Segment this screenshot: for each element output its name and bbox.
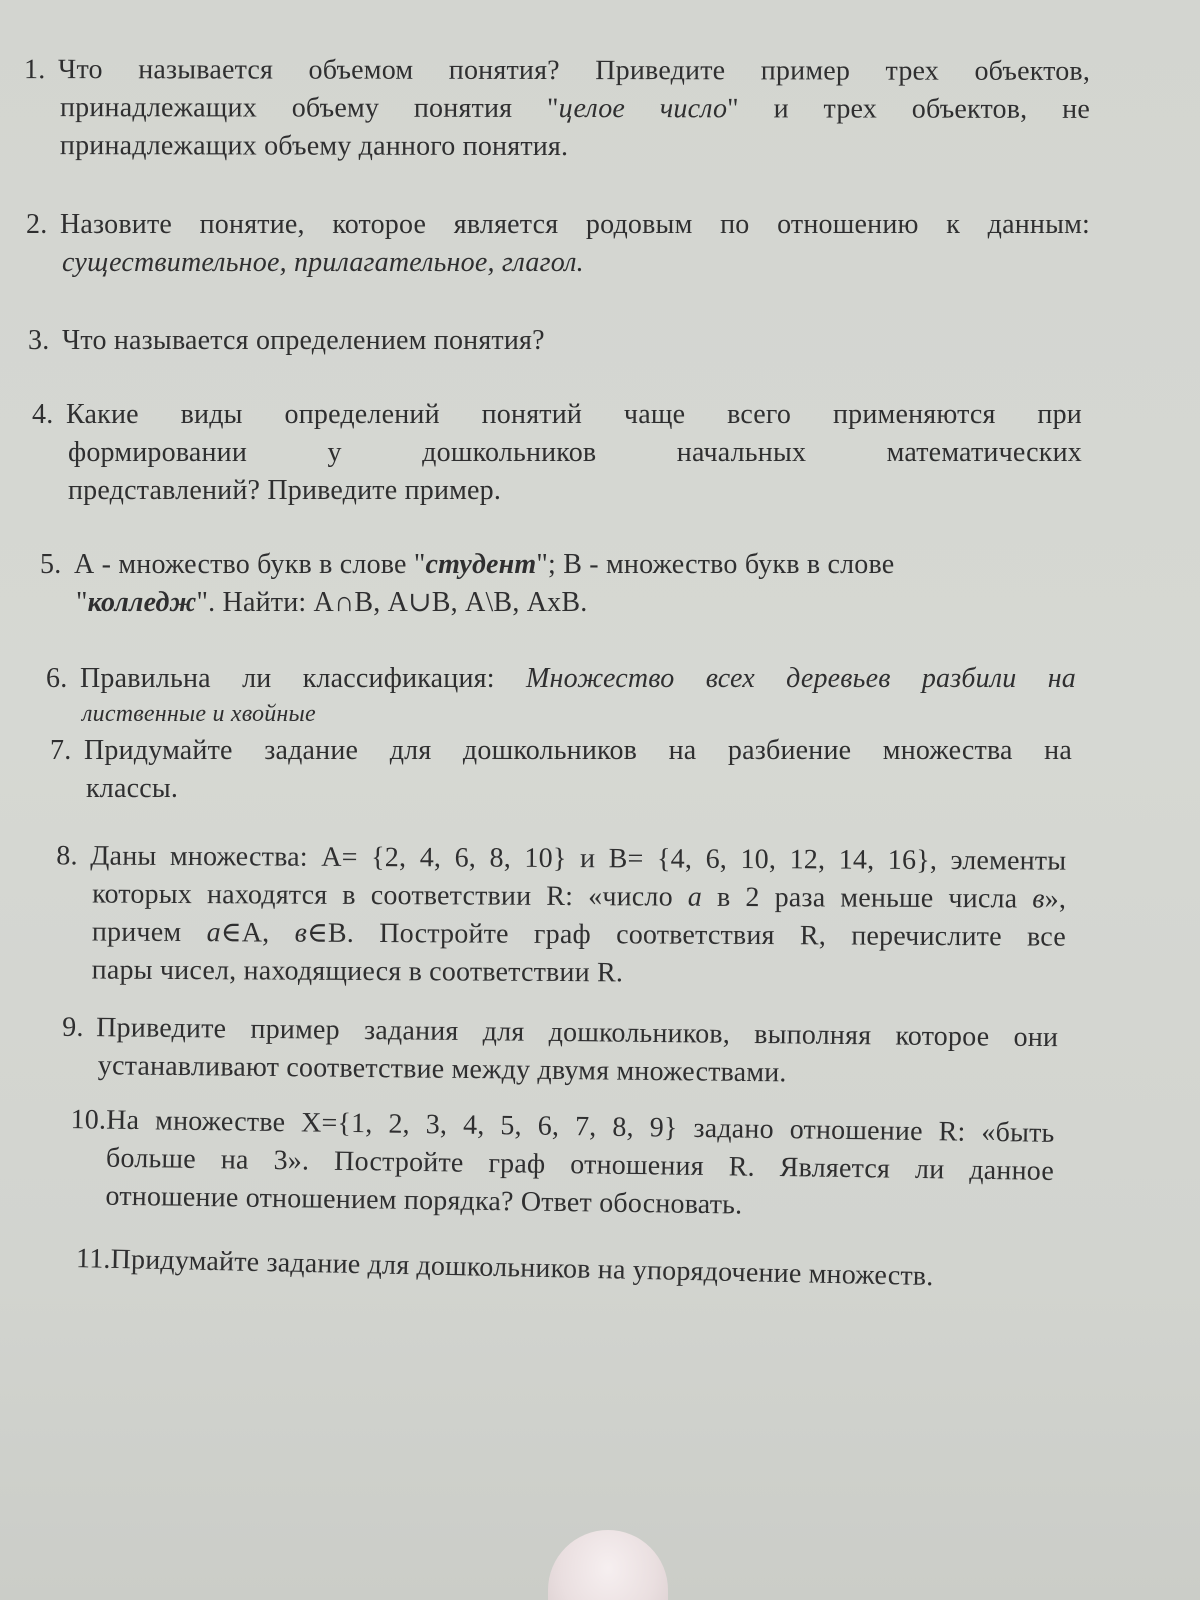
question-text-line: ∈А, [220, 917, 295, 949]
question-text-line: Назовите понятие, которое является родовым по отношению к данным: [60, 209, 1090, 240]
question-1 [24, 51, 1090, 167]
question-text-line: классы. [86, 773, 179, 804]
fingertip-image [548, 1530, 668, 1600]
question-number: 5. [40, 549, 62, 580]
question-3 [28, 322, 1088, 360]
question-text-line: Приведите пример задания для дошкольников, выполняя которое они [96, 1012, 1059, 1054]
question-text-line: "; В - множество букв в слове [536, 549, 895, 580]
question-text-line: больше на 3». Постройте граф отношения R. Является ли данное [105, 1142, 1055, 1187]
question-text-line: причем [91, 916, 207, 949]
question-text-line: представлений? Приведите пример. [68, 475, 502, 506]
question-text-line: На множестве X={1, 2, 3, 4, 5, 6, 7, 8, 9} задано отношение R: «быть [105, 1104, 1055, 1149]
italic-var: в [294, 917, 308, 949]
italic-term: лиственные и хвойные [82, 701, 316, 727]
question-text-line: отношение отношением порядка? Ответ обосновать. [105, 1180, 743, 1221]
question-6 [46, 660, 1076, 730]
question-text-line: Какие виды определений понятий чаще всего применяются при [66, 399, 1082, 430]
question-text-line: Придумайте задание для дошкольников на разбиение множества на [84, 735, 1072, 766]
question-text-line: которых находятся в соответствии R: «число [92, 878, 688, 913]
question-10 [69, 1101, 1054, 1229]
question-text-line: устанавливают соответствие между двумя множествами. [97, 1050, 787, 1089]
question-number: 2. [26, 209, 48, 240]
question-5 [40, 546, 1020, 622]
question-text-line: принадлежащих объему данного понятия. [59, 130, 569, 163]
italic-var: а [687, 881, 703, 913]
question-text-line: Что называется объемом понятия? Приведите пример трех объектов, [58, 54, 1091, 87]
question-number: 8. [56, 840, 78, 872]
italic-term: студент [425, 549, 537, 580]
question-4 [32, 396, 1082, 510]
question-text-line: Правильна ли классификация: [80, 663, 495, 694]
italic-var: а [206, 917, 221, 949]
italic-term: целое число [558, 93, 728, 125]
question-text-line: пары чисел, находящиеся в соответствии R. [91, 954, 624, 989]
question-number: 4. [32, 399, 54, 430]
question-text-line: ∈В. Постройте граф соответствия R, перечислите все [306, 917, 1066, 953]
question-number: 3. [28, 325, 50, 356]
question-2 [26, 206, 1090, 282]
question-11 [76, 1240, 1017, 1298]
italic-var: в [1032, 883, 1045, 915]
question-number: 1. [24, 54, 46, 86]
question-text-line: », [1044, 883, 1067, 915]
question-text-line: Даны множества: А= {2, 4, 6, 8, 10} и В= {4, 6, 10, 12, 14, 16}, элементы [90, 840, 1067, 877]
question-number: 9. [62, 1011, 84, 1044]
question-text-line: А - множество букв в слове " [74, 549, 426, 580]
question-text-line: " и трех объектов, не [727, 93, 1091, 125]
italic-term: Множество всех деревьев разбили на [525, 663, 1076, 694]
question-text-line: Что называется определением понятия? [62, 325, 545, 356]
question-text-line: Придумайте задание для дошкольников на упорядочение множеств. [110, 1243, 934, 1293]
question-number: 10. [70, 1104, 107, 1136]
question-text-line: принадлежащих объему понятия " [59, 92, 559, 125]
question-text-line: в 2 раза меньше числа [701, 881, 1033, 915]
question-text-line: " [76, 587, 88, 618]
question-9 [62, 1009, 1059, 1095]
question-text-line: ". Найти: А∩В, А∪В, А\В, АхВ. [196, 587, 588, 618]
question-text-line: формировании у дошкольников начальных математических [68, 437, 1082, 468]
italic-term: существительное, прилагательное, глагол. [62, 247, 584, 278]
italic-term: колледж [87, 587, 197, 618]
question-number: 6. [46, 663, 68, 694]
question-number: 11. [75, 1243, 111, 1275]
question-8 [56, 837, 1067, 994]
question-7 [50, 732, 1072, 808]
question-number: 7. [50, 735, 72, 766]
